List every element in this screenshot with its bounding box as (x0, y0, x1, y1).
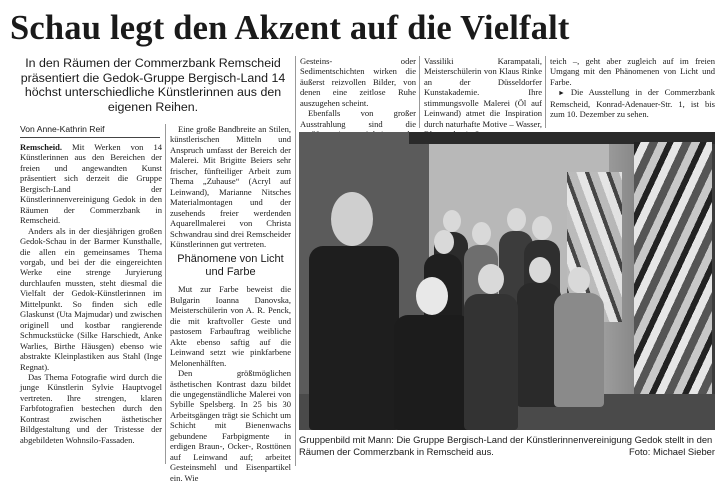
photo-person-man (309, 192, 399, 430)
photo-painting-large (634, 142, 712, 397)
paragraph: Gesteins- oder Sedimentschichten wirken die äußerst reizvollen Bilder, von denen eine zeitlose Ruhe auszugehen scheint. (300, 56, 416, 108)
photo-person (394, 277, 472, 430)
paragraph: Ebenfalls von großer Ausstrahlung sind die (300, 108, 416, 129)
article-column-3 (300, 56, 416, 130)
paragraph: Den größtmöglichen ästhetischen Kontrast dazu bildet die ungegenständliche Malerei von Sybille Spelsberg. In 25 bis 30 Arbeitsgängen trägt sie Schicht um Schicht mit Bienenwachs gebundene Farbpigmente in erdigen Braun-, Ocker-, Rosttönen auf Leinwand auf; arbeitet Gesteinsmehl und Eisenpartikel ein. Wie (170, 368, 291, 483)
article-column-1 (20, 142, 162, 467)
article-column-5 (550, 56, 715, 130)
caption-text: Gruppenbild mit Mann: Die Gruppe Bergisch-Land der Künstlerinnenvereinigung Gedok stellt in den Räumen der Commerzbank in Remscheid aus. (299, 434, 713, 457)
paragraph: Anders als in der diesjährigen großen Gedok-Schau in der Barmer Kunsthalle, die allen ein gemeinsames Thema vorgab, und bei der die eingereichten Werke eine strenge Juryierung durchlaufen mussten, steht diesmal die Vielfalt der Gedok-Künstlerinnen im Mittelpunkt. So finden sich edle Glaskunst (Uta Majmudar) und zwischen originell und kostbar rangierende Schmuckstücke (Silke Harschiedt, Anke Warlies, Birthe Häusgen) ebenso wie abstrakte Kleinplastiken aus Stahl (Inge Regnat). (20, 225, 162, 372)
section-subheading: Phänomene von Licht und Farbe (177, 253, 284, 279)
paragraph: Mut zur Farbe beweist die Bulgarin Ioanna Danovska, Meisterschülerin von A. R. Penck, die mit kraftvoller Geste und pastosem Farbauftrag weibliche Akte ebenso saftig auf die Leinwand setzt wie pinkfarbene Melonenhälften. (170, 284, 291, 368)
info-paragraph (550, 87, 715, 119)
paragraph: Vassiliki Karampatali, Meisterschülerin von Klaus Rinke an der Düsseldorfer Kunstakademie. Ihre stimmungsvolle Malerei (Öl auf Leinwand) atmet die Inspiration durch naturhafte Motive – Wasser, (424, 56, 542, 129)
photo-credit: Foto: Michael Sieber (629, 445, 715, 457)
column-divider (295, 56, 296, 466)
headline: Schau legt den Akzent auf die Vielfalt (10, 9, 570, 47)
column-divider (545, 56, 546, 128)
dateline-place: Remscheid. (20, 142, 63, 152)
photo-person (554, 267, 604, 407)
article-column-2 (170, 124, 291, 483)
triangle-marker-icon: ► (558, 89, 565, 98)
byline: Von Anne-Kathrin Reif (20, 124, 105, 134)
paragraph: Das Thema Fotografie wird durch die junge Künstlerin Sylvie Hauptvogel vertreten. Ihre strengen, klaren Farbfotografien bestechen durch den Kontrast zwischen ästhetischer Bildgestaltung und der Tristesse der abgebildeten Wohnsilo-Fassaden. (20, 371, 162, 445)
paragraph: Eine große Bandbreite an Stilen, künstlerischen Mitteln und Anspruch umfasst der Bereich der Malerei. Mit Brigitte Beiers sehr frischer, fünfteiliger Arbeit zum Thema „Zuhause“ (Acryl auf Leinwand), Marianne Nitsches Materialmontagen und der zusehends freier werdenden Aquarellmalerei von Christa Schwandrau sind drei Remscheider Künstlerinnen gut vertreten. (170, 124, 291, 249)
article-column-4 (424, 56, 542, 130)
deck-subheadline: In den Räumen der Commerzbank Remscheid präsentiert die Gedok-Gruppe Bergisch-Land 14 höchst unterschiedliche Künstlerinnen aus den eigenen Reihen. (20, 56, 286, 114)
group-photo (299, 132, 715, 430)
column-divider (165, 124, 166, 464)
paragraph (20, 142, 162, 226)
paragraph-text: Die Ausstellung in der Commerzbank Remscheid, Konrad-Adenauer-Str. 1, ist bis zum 10. Dezember zu sehen. (550, 87, 715, 120)
photo-person (464, 264, 518, 430)
byline-rule (20, 137, 160, 138)
column-divider (419, 56, 420, 128)
photo-caption (299, 434, 715, 457)
paragraph: teich –, geht aber zugleich auf im freien Umgang mit den Phänomenen von Licht und Farbe. (550, 56, 715, 87)
paragraph-text: Mit Werken von 14 Künstlerinnen aus den Bereichen der freien und angewandten Kunst präsentiert sich derzeit die Gruppe Bergisch-Land der Künstlerinnenvereinigung Gedok in den Räumen der Commerzbank in Remscheid. (20, 142, 162, 226)
